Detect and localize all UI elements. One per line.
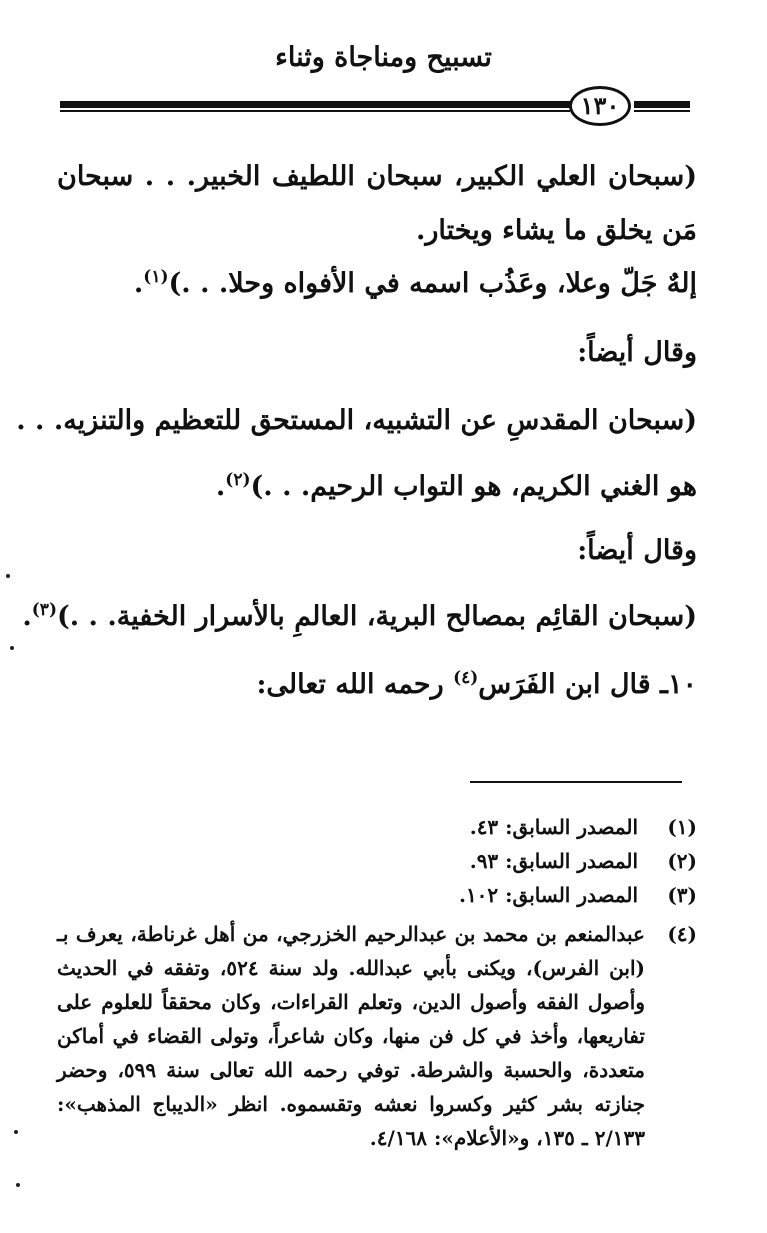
scan-speck [10, 646, 14, 650]
paragraph-huwa-al-ghani [57, 470, 697, 502]
paragraph-subhan-al-muqaddas: (سبحان المقدسِ عن التشبيه، المستحق للتعظيم والتنزيه. . . [16, 405, 697, 436]
footnote-text: المصدر السابق: ٤٣. [469, 815, 639, 839]
said-also-heading-1: وقال أيضاً: [577, 337, 697, 368]
paragraph-ilahun-jalla [57, 267, 697, 299]
scan-speck [6, 574, 10, 578]
section-10-ibn-al-faras [57, 668, 697, 700]
header-rule-right [634, 101, 690, 108]
line-end: . [133, 268, 144, 299]
line-text-end: رحمه الله تعالى: [256, 669, 454, 700]
footnote-number: (٣) [667, 883, 697, 907]
footnote-ref-4: (٤) [453, 668, 479, 688]
footnote-4 [57, 917, 697, 1155]
footnote-text: عبدالمنعم بن محمد بن عبدالرحيم الخزرجي، من أهل غرناطة، يعرف بـ (ابن الفرس)، ويكنى بأبي عبدالله. ولد سنة ٥٢٤، وتفقه في الحديث وأصول الفقه وأصول الدين، وتعلم القراءات، وكان محققاً للعلوم على تفاريعها، وأخذ في كل فن منها، وكان شاعراً، وتولى القضاء في أماكن متعددة، والحسبة والشرطة. توفي رحمه الله تعالى سنة ٥٩٩، وحضر جنازته بشر كثير وكسروا نعشه وتقسموه. انظر «الديباج المذهب»: ٢/١٣٣ ـ ١٣٥، و«الأعلام»: ٤/١٦٨. [57, 922, 645, 1150]
footnote-number: (٢) [667, 849, 697, 873]
line-text: هو الغني الكريم، هو التواب الرحيم. . .) [250, 471, 697, 502]
footnote-ref-3: (٣) [31, 600, 57, 620]
footnote-ref-2: (٢) [225, 470, 251, 490]
said-also-heading-2: وقال أيضاً: [577, 535, 697, 566]
page-number: ١٣٠ [569, 86, 631, 126]
line-end: . [22, 601, 32, 632]
scan-speck [14, 1130, 18, 1134]
footnote-separator [470, 781, 682, 783]
paragraph-subhan-al-qaim [22, 600, 697, 632]
running-header-title: تسبيح ومناجاة وثناء [275, 42, 492, 73]
footnote-text: المصدر السابق: ٩٣. [469, 849, 639, 873]
footnote-2 [57, 849, 697, 873]
footnote-3 [57, 883, 697, 907]
footnote-ref-1: (١) [143, 267, 169, 287]
header-rule-left-thin [60, 110, 570, 112]
line-text: إلهٌ جَلّ وعلا، وعَذُب اسمه في الأفواه وحلا. . .) [168, 268, 697, 299]
footnote-number: (٤) [667, 922, 697, 946]
header-rule-left [60, 101, 570, 108]
paragraph-subhan-al-ali: (سبحان العلي الكبير، سبحان اللطيف الخبير. . . سبحان مَن يخلق ما يشاء ويختار. [57, 161, 697, 246]
footnote-number: (١) [667, 815, 697, 839]
line-end: . [215, 471, 226, 502]
line-text: ١٠ـ قال ابن الفَرَس [478, 669, 697, 700]
footnote-text: المصدر السابق: ١٠٢. [458, 883, 639, 907]
footnote-1 [57, 815, 697, 839]
header-rule-right-thin [634, 110, 690, 112]
line-text: (سبحان القائِم بمصالح البرية، العالمِ بالأسرار الخفية. . .) [56, 601, 697, 632]
scan-speck [16, 1183, 20, 1187]
